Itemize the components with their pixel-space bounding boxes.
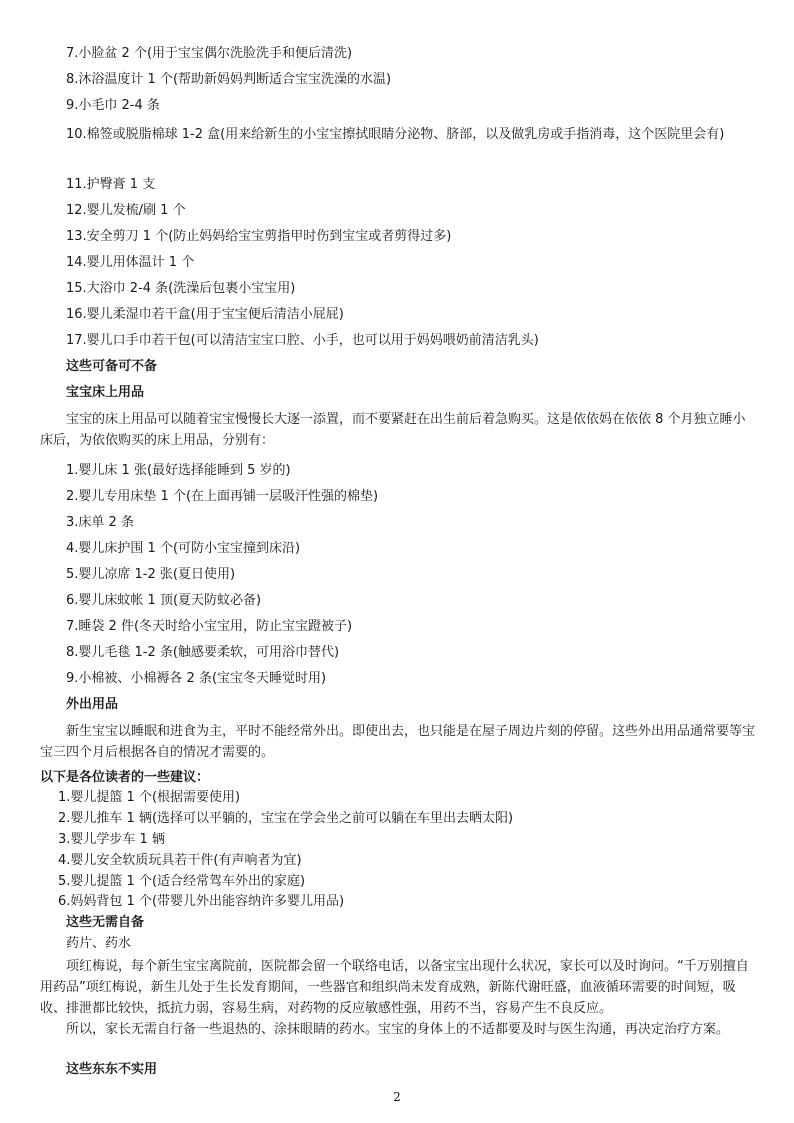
list-item: 1.婴儿床 1 张(最好选择能睡到 5 岁的) <box>66 463 291 478</box>
paragraph: 所以，家长无需自行备一些退热的、涂抹眼睛的药水。宝宝的身体上的不适都要及时与医生沟通，再决定治疗方案。 <box>66 1022 730 1037</box>
list-item: 8.婴儿毛毯 1-2 条(触感要柔软，可用浴巾替代) <box>66 645 340 660</box>
page-number: 2 <box>393 1090 401 1104</box>
list-item: 9.小棉被、小棉褥各 2 条(宝宝冬天睡觉时用) <box>66 671 327 686</box>
list-item: 3.床单 2 条 <box>66 515 134 530</box>
list-item: 16.婴儿柔湿巾若干盒(用于宝宝便后清洁小屁屁) <box>66 307 344 322</box>
list-item: 6.婴儿床蚊帐 1 顶(夏天防蚊必备) <box>66 593 262 608</box>
list-item: 6.妈妈背包 1 个(带婴儿外出能容纳许多婴儿用品) <box>58 894 345 909</box>
list-item: 12.婴儿发梳/刷 1 个 <box>66 203 186 218</box>
list-item: 3.婴儿学步车 1 辆 <box>58 832 165 847</box>
list-item: 1.婴儿提篮 1 个(根据需要使用) <box>58 790 241 805</box>
section-heading: 这些无需自备 <box>66 915 145 930</box>
section-heading: 这些东东不实用 <box>66 1062 158 1077</box>
list-item-wrapped: 10.棉签或脱脂棉球 1-2 盒(用来给新生的小宝宝擦拭眼睛分泌物、脐部，以及做乳房或手指消毒，这个医院里会有) <box>66 127 725 142</box>
list-item: 7.小脸盆 2 个(用于宝宝偶尔洗脸洗手和便后清洗) <box>66 46 353 61</box>
paragraph: 宝宝的床上用品可以随着宝宝慢慢长大逐一添置，而不要紧赶在出生前后着急购买。这是依依妈在依依 8 个月独立睡小床后，为依依购买的床上用品，分别有： <box>40 412 746 448</box>
section-heading: 外出用品 <box>66 697 119 712</box>
list-item: 11.护臀膏 1 支 <box>66 177 156 192</box>
paragraph: 项红梅说，每个新生宝宝离院前，医院都会留一个联络电话，以备宝宝出现什么状况，家长可以及时询问。“千万别擅自用药品”项红梅说，新生儿处于生长发育期间，一些器官和组织尚未发育成熟，新陈代谢旺盛，血液循环需要的时间短，吸收、排泄都比较快，抵抗力弱，容易生病，对药物的反应敏感性强，用药不当，容易产生不良反应。 <box>40 959 749 1016</box>
list-item: 7.睡袋 2 件(冬天时给小宝宝用，防止宝宝蹬被子) <box>66 619 353 634</box>
list-item: 9.小毛巾 2-4 条 <box>66 98 160 113</box>
list-item: 4.婴儿床护围 1 个(可防小宝宝撞到床沿) <box>66 541 301 556</box>
paragraph: 新生宝宝以睡眠和进食为主，平时不能经常外出。即使出去，也只能是在屋子周边片刻的停留。这些外出用品通常要等宝宝三四个月后根据各自的情况才需要的。 <box>40 724 756 760</box>
section-heading: 这些可备可不备 <box>66 359 158 374</box>
list-item: 8.沐浴温度计 1 个(帮助新妈妈判断适合宝宝洗澡的水温) <box>66 72 392 87</box>
section-heading: 宝宝床上用品 <box>66 385 145 400</box>
list-item: 13.安全剪刀 1 个(防止妈妈给宝宝剪指甲时伤到宝宝或者剪得过多) <box>66 229 452 244</box>
subheading: 药片、药水 <box>66 936 132 951</box>
list-item: 2.婴儿推车 1 辆(选择可以平躺的，宝宝在学会坐之前可以躺在车里出去晒太阳) <box>58 811 514 826</box>
list-item: 5.婴儿提篮 1 个(适合经常驾车外出的家庭) <box>58 874 306 889</box>
list-item: 14.婴儿用体温计 1 个 <box>66 255 195 270</box>
list-item: 2.婴儿专用床垫 1 个(在上面再铺一层吸汗性强的棉垫) <box>66 489 379 504</box>
section-heading: 以下是各位读者的一些建议： <box>40 770 210 785</box>
list-item: 4.婴儿安全软质玩具若干件(有声响者为宜) <box>58 853 302 868</box>
list-item: 5.婴儿凉席 1-2 张(夏日使用) <box>66 567 236 582</box>
list-item: 17.婴儿口手巾若干包(可以清洁宝宝口腔、小手，也可以用于妈妈喂奶前清洁乳头) <box>66 333 539 348</box>
list-item: 15.大浴巾 2-4 条(洗澡后包裹小宝宝用) <box>66 281 296 296</box>
